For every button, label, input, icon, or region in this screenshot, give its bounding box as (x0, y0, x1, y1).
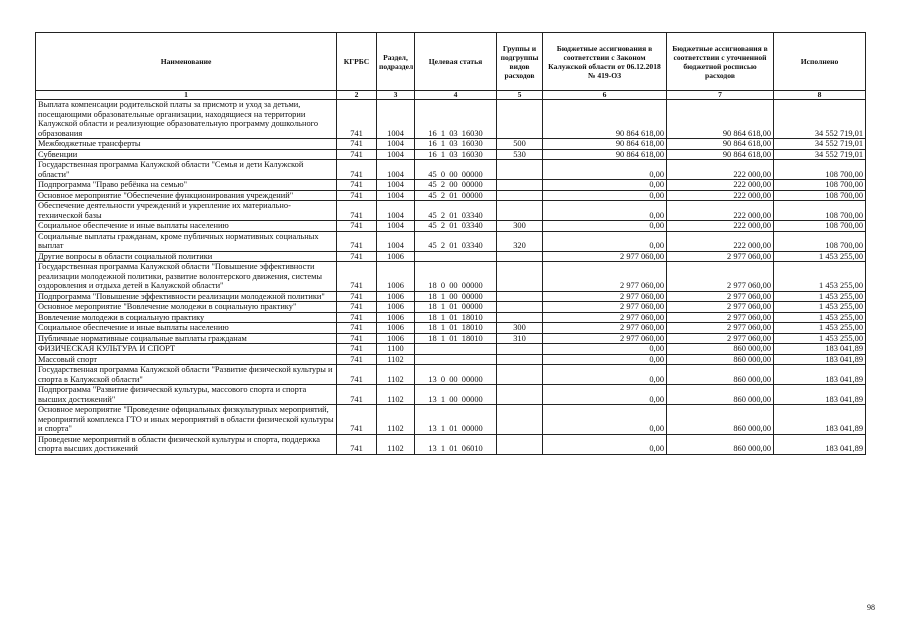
row-article: 45 2 01 03340 (415, 231, 497, 251)
row-refined-amount: 222 000,00 (667, 180, 774, 191)
row-name: Массовый спорт (36, 354, 337, 365)
row-refined-amount: 90 864 618,00 (667, 149, 774, 160)
row-group (497, 160, 543, 180)
table-row (36, 333, 866, 344)
table-row (36, 262, 866, 292)
row-law-amount: 2 977 060,00 (543, 251, 667, 262)
row-law-amount: 0,00 (543, 385, 667, 405)
row-section: 1102 (377, 405, 415, 435)
row-article (415, 251, 497, 262)
row-law-amount: 0,00 (543, 231, 667, 251)
row-executed-amount: 108 700,00 (774, 180, 866, 191)
row-law-amount: 2 977 060,00 (543, 291, 667, 302)
row-law-amount: 2 977 060,00 (543, 302, 667, 313)
row-executed-amount: 1 453 255,00 (774, 333, 866, 344)
row-law-amount: 0,00 (543, 405, 667, 435)
row-executed-amount: 183 041,89 (774, 365, 866, 385)
row-executed-amount: 1 453 255,00 (774, 312, 866, 323)
row-refined-amount: 2 977 060,00 (667, 291, 774, 302)
row-kgrbs: 741 (337, 190, 377, 201)
row-name: Подпрограмма "Повышение эффективности реализации молодежной политики" (36, 291, 337, 302)
row-refined-amount: 2 977 060,00 (667, 323, 774, 334)
row-refined-amount: 860 000,00 (667, 434, 774, 454)
table-row (36, 231, 866, 251)
row-kgrbs: 741 (337, 434, 377, 454)
row-law-amount: 0,00 (543, 434, 667, 454)
table-row (36, 100, 866, 139)
table-row (36, 434, 866, 454)
row-kgrbs: 741 (337, 344, 377, 355)
row-article: 13 1 01 00000 (415, 405, 497, 435)
row-kgrbs: 741 (337, 365, 377, 385)
row-article: 45 2 01 03340 (415, 221, 497, 232)
header-name: Наименование (36, 33, 337, 91)
column-number: 8 (774, 91, 866, 100)
row-section: 1006 (377, 333, 415, 344)
row-section: 1004 (377, 190, 415, 201)
row-kgrbs: 741 (337, 160, 377, 180)
row-law-amount: 0,00 (543, 365, 667, 385)
column-number: 4 (415, 91, 497, 100)
row-executed-amount: 108 700,00 (774, 221, 866, 232)
row-executed-amount: 1 453 255,00 (774, 291, 866, 302)
row-article: 18 0 00 00000 (415, 262, 497, 292)
row-name: Социальное обеспечение и иные выплаты населению (36, 323, 337, 334)
table-row (36, 221, 866, 232)
row-group: 300 (497, 323, 543, 334)
row-group: 310 (497, 333, 543, 344)
row-group (497, 262, 543, 292)
row-law-amount: 90 864 618,00 (543, 149, 667, 160)
row-article: 18 1 00 00000 (415, 291, 497, 302)
header-article: Целевая статья (415, 33, 497, 91)
row-executed-amount: 1 453 255,00 (774, 323, 866, 334)
row-executed-amount: 108 700,00 (774, 231, 866, 251)
row-law-amount: 0,00 (543, 190, 667, 201)
row-executed-amount: 1 453 255,00 (774, 262, 866, 292)
row-executed-amount: 183 041,89 (774, 354, 866, 365)
row-kgrbs: 741 (337, 354, 377, 365)
row-name: Другие вопросы в области социальной политики (36, 251, 337, 262)
row-law-amount: 90 864 618,00 (543, 139, 667, 150)
row-article: 18 1 01 18010 (415, 333, 497, 344)
row-section: 1100 (377, 344, 415, 355)
column-numbers-row (36, 91, 866, 100)
row-kgrbs: 741 (337, 333, 377, 344)
row-refined-amount: 90 864 618,00 (667, 100, 774, 139)
budget-table (35, 32, 866, 455)
row-kgrbs: 741 (337, 139, 377, 150)
row-section: 1004 (377, 160, 415, 180)
row-refined-amount: 860 000,00 (667, 385, 774, 405)
row-law-amount: 0,00 (543, 354, 667, 365)
row-article: 18 1 01 18010 (415, 312, 497, 323)
row-name: Государственная программа Калужской области "Семья и дети Калужской области" (36, 160, 337, 180)
row-group (497, 190, 543, 201)
row-executed-amount: 183 041,89 (774, 344, 866, 355)
row-executed-amount: 1 453 255,00 (774, 302, 866, 313)
row-law-amount: 2 977 060,00 (543, 312, 667, 323)
row-article: 45 2 01 03340 (415, 201, 497, 221)
header-refined: Бюджетные ассигнования в соответствии с уточненной бюджетной росписью расходов (667, 33, 774, 91)
table-row (36, 291, 866, 302)
row-refined-amount: 222 000,00 (667, 201, 774, 221)
column-number: 1 (36, 91, 337, 100)
row-executed-amount: 183 041,89 (774, 405, 866, 435)
row-article: 16 1 03 16030 (415, 139, 497, 150)
row-name: Основное мероприятие "Проведение официальных физкультурных мероприятий, мероприятий комплекса ГТО и иных мероприятий в области физической культуры и спорта" (36, 405, 337, 435)
row-refined-amount: 860 000,00 (667, 405, 774, 435)
row-name: Подпрограмма "Право ребёнка на семью" (36, 180, 337, 191)
row-section: 1004 (377, 100, 415, 139)
row-section: 1004 (377, 231, 415, 251)
row-refined-amount: 2 977 060,00 (667, 333, 774, 344)
row-section: 1006 (377, 262, 415, 292)
column-number: 6 (543, 91, 667, 100)
row-refined-amount: 222 000,00 (667, 231, 774, 251)
row-law-amount: 0,00 (543, 160, 667, 180)
row-group: 500 (497, 139, 543, 150)
row-section: 1004 (377, 149, 415, 160)
row-name: Основное мероприятие "Обеспечение функционирования учреждений" (36, 190, 337, 201)
row-name: Публичные нормативные социальные выплаты гражданам (36, 333, 337, 344)
column-number: 7 (667, 91, 774, 100)
column-number: 5 (497, 91, 543, 100)
header-group: Группы и подгруппы видов расходов (497, 33, 543, 91)
row-name: Основное мероприятие "Вовлечение молодежи в социальную практику" (36, 302, 337, 313)
row-name: Проведение мероприятий в области физической культуры и спорта, поддержка спорта высших достижений (36, 434, 337, 454)
row-name: Социальные выплаты гражданам, кроме публичных нормативных социальных выплат (36, 231, 337, 251)
row-article (415, 344, 497, 355)
row-refined-amount: 222 000,00 (667, 160, 774, 180)
row-section: 1006 (377, 291, 415, 302)
row-executed-amount: 34 552 719,01 (774, 149, 866, 160)
row-name: Субвенции (36, 149, 337, 160)
row-law-amount: 0,00 (543, 201, 667, 221)
row-section: 1006 (377, 302, 415, 313)
row-law-amount: 0,00 (543, 180, 667, 191)
row-section: 1006 (377, 312, 415, 323)
row-kgrbs: 741 (337, 100, 377, 139)
row-name: Подпрограмма "Развитие физической культуры, массового спорта и спорта высших достижений" (36, 385, 337, 405)
row-section: 1004 (377, 139, 415, 150)
row-section: 1006 (377, 323, 415, 334)
row-refined-amount: 2 977 060,00 (667, 262, 774, 292)
row-refined-amount: 2 977 060,00 (667, 251, 774, 262)
row-kgrbs: 741 (337, 302, 377, 313)
table-row (36, 405, 866, 435)
row-name: ФИЗИЧЕСКАЯ КУЛЬТУРА И СПОРТ (36, 344, 337, 355)
table-row (36, 344, 866, 355)
row-group (497, 434, 543, 454)
table-row (36, 323, 866, 334)
row-section: 1006 (377, 251, 415, 262)
table-row (36, 312, 866, 323)
row-group: 320 (497, 231, 543, 251)
row-article: 18 1 01 18010 (415, 323, 497, 334)
row-article: 45 0 00 00000 (415, 160, 497, 180)
row-group (497, 385, 543, 405)
row-executed-amount: 34 552 719,01 (774, 139, 866, 150)
page-number: 98 (867, 603, 875, 612)
row-refined-amount: 860 000,00 (667, 354, 774, 365)
header-law: Бюджетные ассигнования в соответствии с Законом Калужской области от 06.12.2018 № 419-ОЗ (543, 33, 667, 91)
row-kgrbs: 741 (337, 385, 377, 405)
row-article: 13 1 00 00000 (415, 385, 497, 405)
row-group (497, 100, 543, 139)
table-row (36, 139, 866, 150)
table-row (36, 354, 866, 365)
row-kgrbs: 741 (337, 221, 377, 232)
table-body (36, 100, 866, 455)
row-executed-amount: 1 453 255,00 (774, 251, 866, 262)
row-group (497, 302, 543, 313)
row-kgrbs: 741 (337, 180, 377, 191)
row-refined-amount: 222 000,00 (667, 190, 774, 201)
row-article: 16 1 03 16030 (415, 100, 497, 139)
row-law-amount: 0,00 (543, 344, 667, 355)
table-row (36, 302, 866, 313)
table-row (36, 385, 866, 405)
table-row (36, 180, 866, 191)
row-kgrbs: 741 (337, 201, 377, 221)
row-group (497, 312, 543, 323)
row-article: 13 1 01 06010 (415, 434, 497, 454)
row-section: 1102 (377, 354, 415, 365)
row-group (497, 344, 543, 355)
row-name: Вовлечение молодежи в социальную практику (36, 312, 337, 323)
row-article: 18 1 01 00000 (415, 302, 497, 313)
row-kgrbs: 741 (337, 262, 377, 292)
row-section: 1102 (377, 365, 415, 385)
row-law-amount: 90 864 618,00 (543, 100, 667, 139)
row-article (415, 354, 497, 365)
table-row (36, 160, 866, 180)
table-row (36, 190, 866, 201)
row-name: Государственная программа Калужской области "Повышение эффективности реализации молодежной политики, развитие волонтерского движения, системы оздоровления и отдыха детей в Калужской области" (36, 262, 337, 292)
row-executed-amount: 34 552 719,01 (774, 100, 866, 139)
header-section: Раздел, подраздел (377, 33, 415, 91)
row-group (497, 405, 543, 435)
row-article: 13 0 00 00000 (415, 365, 497, 385)
row-group (497, 180, 543, 191)
row-kgrbs: 741 (337, 323, 377, 334)
row-name: Межбюджетные трансферты (36, 139, 337, 150)
row-executed-amount: 108 700,00 (774, 160, 866, 180)
row-group (497, 365, 543, 385)
table-row (36, 149, 866, 160)
row-executed-amount: 183 041,89 (774, 385, 866, 405)
row-section: 1004 (377, 201, 415, 221)
row-refined-amount: 2 977 060,00 (667, 312, 774, 323)
row-section: 1004 (377, 221, 415, 232)
row-kgrbs: 741 (337, 231, 377, 251)
row-group (497, 251, 543, 262)
row-kgrbs: 741 (337, 312, 377, 323)
row-law-amount: 2 977 060,00 (543, 262, 667, 292)
row-kgrbs: 741 (337, 291, 377, 302)
row-section: 1004 (377, 180, 415, 191)
row-group (497, 201, 543, 221)
row-executed-amount: 108 700,00 (774, 201, 866, 221)
row-refined-amount: 2 977 060,00 (667, 302, 774, 313)
row-article: 45 2 00 00000 (415, 180, 497, 191)
row-group (497, 291, 543, 302)
row-kgrbs: 741 (337, 149, 377, 160)
row-article: 45 2 01 00000 (415, 190, 497, 201)
row-section: 1102 (377, 434, 415, 454)
row-law-amount: 0,00 (543, 221, 667, 232)
column-number: 2 (337, 91, 377, 100)
row-name: Социальное обеспечение и иные выплаты населению (36, 221, 337, 232)
column-number: 3 (377, 91, 415, 100)
header-executed: Исполнено (774, 33, 866, 91)
row-group: 530 (497, 149, 543, 160)
row-section: 1102 (377, 385, 415, 405)
row-executed-amount: 183 041,89 (774, 434, 866, 454)
row-refined-amount: 90 864 618,00 (667, 139, 774, 150)
row-group: 300 (497, 221, 543, 232)
row-kgrbs: 741 (337, 251, 377, 262)
row-refined-amount: 860 000,00 (667, 365, 774, 385)
row-executed-amount: 108 700,00 (774, 190, 866, 201)
row-law-amount: 2 977 060,00 (543, 333, 667, 344)
row-law-amount: 2 977 060,00 (543, 323, 667, 334)
row-name: Выплата компенсации родительской платы за присмотр и уход за детьми, посещающими образовательные организации, находящиеся на территории Калужской области и реализующие образовательную программу дошкольного образования (36, 100, 337, 139)
header-kgrbs: КГРБС (337, 33, 377, 91)
table-row (36, 365, 866, 385)
row-refined-amount: 860 000,00 (667, 344, 774, 355)
table-header (36, 33, 866, 100)
table-row (36, 201, 866, 221)
row-group (497, 354, 543, 365)
row-name: Государственная программа Калужской области "Развитие физической культуры и спорта в Калужской области" (36, 365, 337, 385)
table-row (36, 251, 866, 262)
row-refined-amount: 222 000,00 (667, 221, 774, 232)
row-name: Обеспечение деятельности учреждений и укрепление их материально-технической базы (36, 201, 337, 221)
row-article: 16 1 03 16030 (415, 149, 497, 160)
row-kgrbs: 741 (337, 405, 377, 435)
